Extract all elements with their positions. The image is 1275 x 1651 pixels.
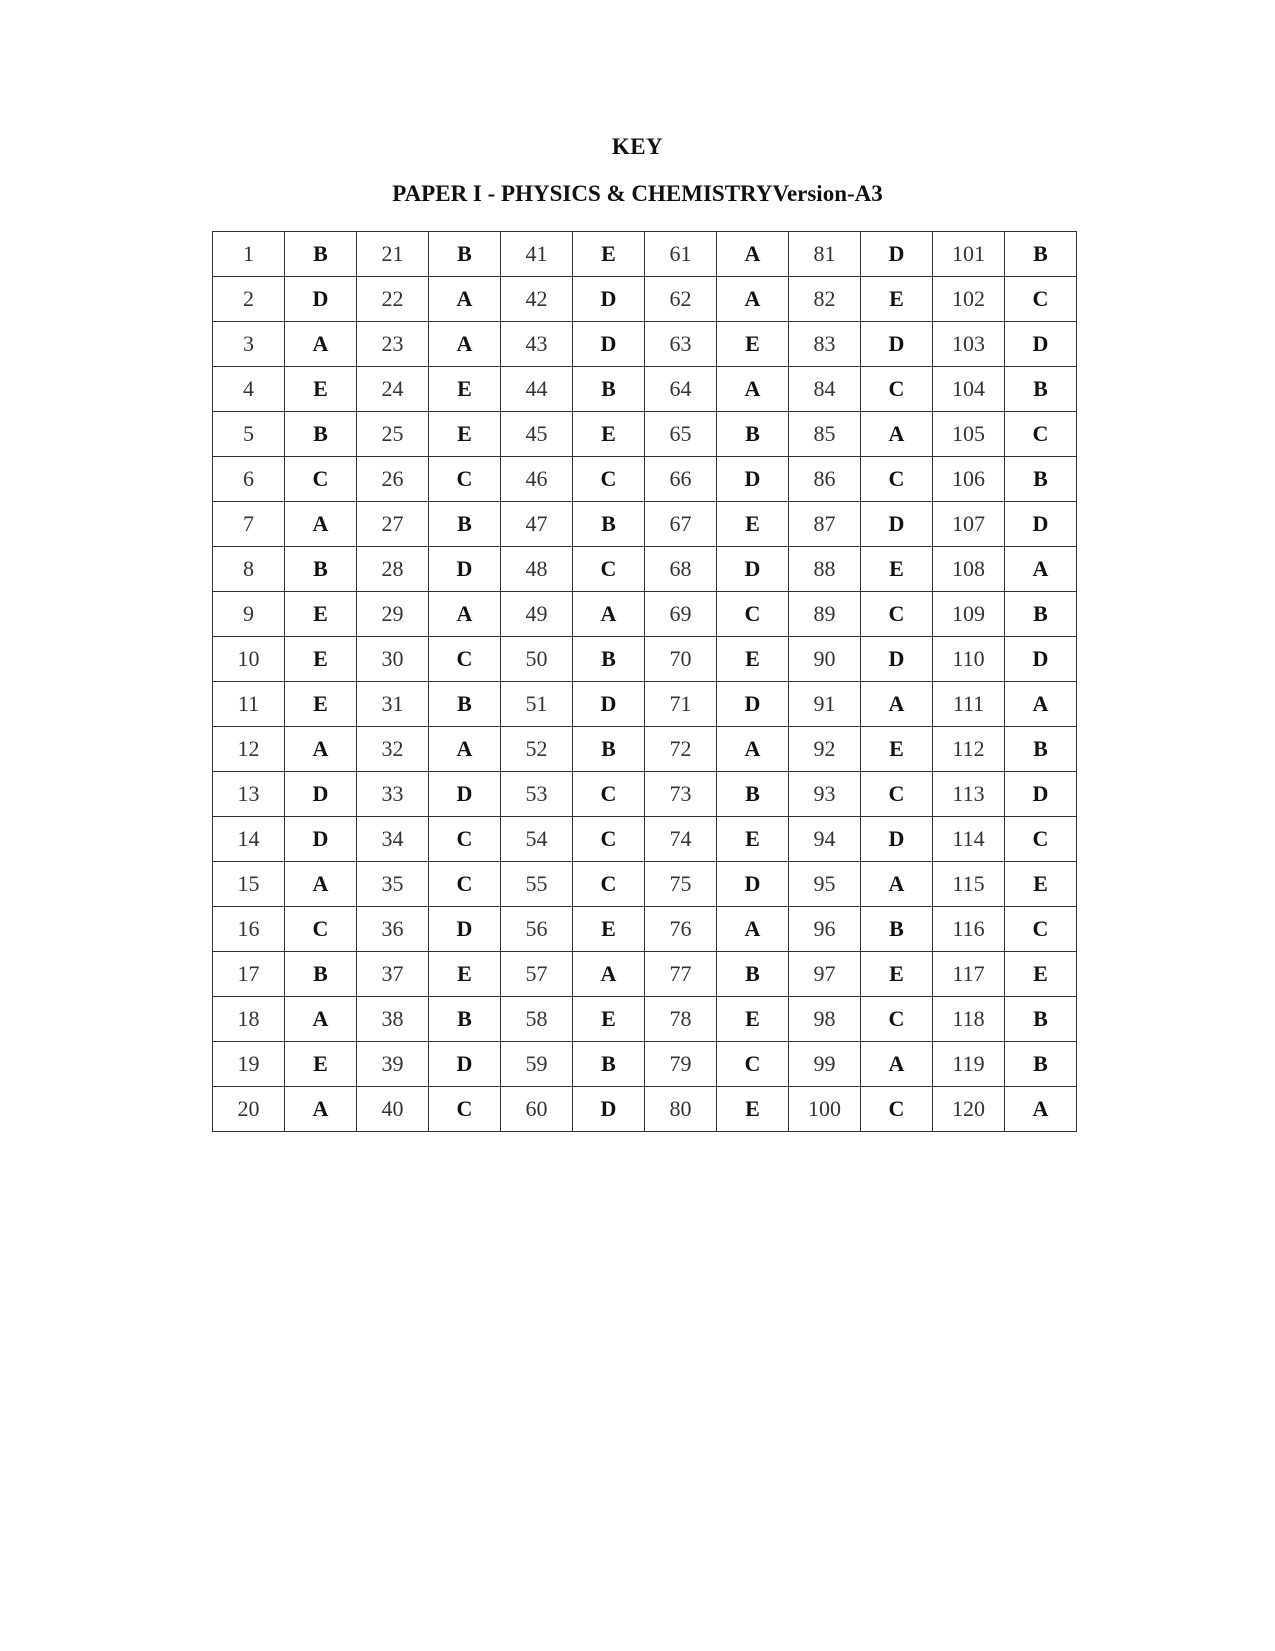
answer-letter: C: [861, 367, 933, 412]
question-number: 68: [645, 547, 717, 592]
answer-letter: B: [717, 952, 789, 997]
answer-letter: E: [1005, 862, 1077, 907]
question-number: 63: [645, 322, 717, 367]
answer-letter: E: [573, 997, 645, 1042]
question-number: 89: [789, 592, 861, 637]
question-number: 119: [933, 1042, 1005, 1087]
answer-letter: C: [573, 772, 645, 817]
question-number: 116: [933, 907, 1005, 952]
answer-letter: A: [1005, 547, 1077, 592]
question-number: 106: [933, 457, 1005, 502]
question-number: 20: [213, 1087, 285, 1132]
answer-letter: A: [573, 592, 645, 637]
question-number: 45: [501, 412, 573, 457]
answer-letter: D: [573, 682, 645, 727]
answer-letter: E: [861, 547, 933, 592]
question-number: 50: [501, 637, 573, 682]
answer-letter: C: [285, 457, 357, 502]
question-number: 109: [933, 592, 1005, 637]
answer-letter: C: [1005, 412, 1077, 457]
answer-letter: C: [1005, 907, 1077, 952]
answer-letter: A: [285, 997, 357, 1042]
answer-letter: E: [717, 817, 789, 862]
answer-letter: D: [285, 817, 357, 862]
question-number: 8: [213, 547, 285, 592]
table-row: [213, 727, 1077, 772]
question-number: 105: [933, 412, 1005, 457]
question-number: 112: [933, 727, 1005, 772]
question-number: 94: [789, 817, 861, 862]
question-number: 57: [501, 952, 573, 997]
answer-letter: C: [861, 457, 933, 502]
question-number: 108: [933, 547, 1005, 592]
answer-letter: E: [285, 637, 357, 682]
question-number: 76: [645, 907, 717, 952]
question-number: 104: [933, 367, 1005, 412]
question-number: 72: [645, 727, 717, 772]
question-number: 53: [501, 772, 573, 817]
question-number: 52: [501, 727, 573, 772]
question-number: 77: [645, 952, 717, 997]
table-row: [213, 817, 1077, 862]
answer-letter: B: [285, 952, 357, 997]
question-number: 86: [789, 457, 861, 502]
answer-letter: C: [861, 592, 933, 637]
answer-letter: B: [573, 727, 645, 772]
answer-letter: C: [573, 547, 645, 592]
question-number: 18: [213, 997, 285, 1042]
answer-letter: A: [717, 907, 789, 952]
question-number: 43: [501, 322, 573, 367]
question-number: 19: [213, 1042, 285, 1087]
answer-letter: E: [429, 952, 501, 997]
table-row: [213, 952, 1077, 997]
question-number: 37: [357, 952, 429, 997]
answer-letter: D: [1005, 637, 1077, 682]
question-number: 107: [933, 502, 1005, 547]
answer-letter: D: [861, 637, 933, 682]
question-number: 49: [501, 592, 573, 637]
answer-letter: C: [573, 862, 645, 907]
question-number: 83: [789, 322, 861, 367]
question-number: 73: [645, 772, 717, 817]
question-number: 27: [357, 502, 429, 547]
answer-letter: E: [717, 322, 789, 367]
question-number: 5: [213, 412, 285, 457]
answer-letter: C: [573, 817, 645, 862]
question-number: 69: [645, 592, 717, 637]
question-number: 75: [645, 862, 717, 907]
question-number: 10: [213, 637, 285, 682]
answer-letter: E: [717, 997, 789, 1042]
answer-letter: D: [861, 502, 933, 547]
answer-letter: A: [717, 727, 789, 772]
answer-letter: B: [861, 907, 933, 952]
answer-letter: B: [429, 997, 501, 1042]
question-number: 11: [213, 682, 285, 727]
question-number: 92: [789, 727, 861, 772]
answer-letter: D: [1005, 322, 1077, 367]
answer-letter: E: [861, 277, 933, 322]
table-row: [213, 862, 1077, 907]
answer-letter: A: [573, 952, 645, 997]
question-number: 99: [789, 1042, 861, 1087]
question-number: 115: [933, 862, 1005, 907]
answer-letter: D: [861, 322, 933, 367]
question-number: 82: [789, 277, 861, 322]
question-number: 79: [645, 1042, 717, 1087]
answer-letter: E: [285, 1042, 357, 1087]
answer-letter: E: [717, 502, 789, 547]
question-number: 30: [357, 637, 429, 682]
question-number: 36: [357, 907, 429, 952]
answer-letter: D: [861, 817, 933, 862]
question-number: 110: [933, 637, 1005, 682]
answer-letter: B: [717, 772, 789, 817]
question-number: 23: [357, 322, 429, 367]
question-number: 103: [933, 322, 1005, 367]
question-number: 81: [789, 232, 861, 277]
question-number: 62: [645, 277, 717, 322]
question-number: 24: [357, 367, 429, 412]
question-number: 2: [213, 277, 285, 322]
answer-letter: C: [429, 637, 501, 682]
answer-letter: B: [285, 547, 357, 592]
answer-letter: C: [285, 907, 357, 952]
question-number: 35: [357, 862, 429, 907]
question-number: 117: [933, 952, 1005, 997]
question-number: 46: [501, 457, 573, 502]
answer-letter: D: [1005, 772, 1077, 817]
answer-letter: D: [717, 547, 789, 592]
table-row: [213, 277, 1077, 322]
answer-letter: C: [861, 772, 933, 817]
question-number: 85: [789, 412, 861, 457]
question-number: 90: [789, 637, 861, 682]
answer-letter: A: [717, 367, 789, 412]
question-number: 48: [501, 547, 573, 592]
answer-letter: D: [573, 1087, 645, 1132]
answer-letter: B: [285, 412, 357, 457]
answer-letter: B: [573, 367, 645, 412]
question-number: 16: [213, 907, 285, 952]
answer-letter: D: [285, 277, 357, 322]
table-row: [213, 997, 1077, 1042]
answer-letter: D: [861, 232, 933, 277]
answer-letter: E: [429, 412, 501, 457]
answer-letter: A: [1005, 682, 1077, 727]
question-number: 64: [645, 367, 717, 412]
table-row: [213, 1087, 1077, 1132]
answer-letter: E: [429, 367, 501, 412]
answer-letter: E: [573, 412, 645, 457]
question-number: 97: [789, 952, 861, 997]
answer-letter: C: [429, 862, 501, 907]
question-number: 41: [501, 232, 573, 277]
question-number: 59: [501, 1042, 573, 1087]
answer-letter: A: [429, 322, 501, 367]
answer-key-table: [212, 231, 1077, 1132]
answer-letter: A: [861, 1042, 933, 1087]
answer-letter: D: [1005, 502, 1077, 547]
question-number: 32: [357, 727, 429, 772]
answer-letter: A: [861, 862, 933, 907]
answer-letter: A: [429, 727, 501, 772]
question-number: 21: [357, 232, 429, 277]
question-number: 93: [789, 772, 861, 817]
table-row: [213, 547, 1077, 592]
answer-letter: B: [1005, 727, 1077, 772]
answer-letter: D: [429, 907, 501, 952]
question-number: 91: [789, 682, 861, 727]
question-number: 71: [645, 682, 717, 727]
question-number: 87: [789, 502, 861, 547]
question-number: 65: [645, 412, 717, 457]
answer-letter: B: [573, 502, 645, 547]
question-number: 98: [789, 997, 861, 1042]
question-number: 38: [357, 997, 429, 1042]
answer-letter: A: [429, 592, 501, 637]
question-number: 74: [645, 817, 717, 862]
question-number: 39: [357, 1042, 429, 1087]
question-number: 66: [645, 457, 717, 502]
table-row: [213, 412, 1077, 457]
table-row: [213, 682, 1077, 727]
answer-letter: E: [861, 952, 933, 997]
answer-letter: D: [717, 682, 789, 727]
question-number: 54: [501, 817, 573, 862]
key-title: KEY: [611, 134, 664, 159]
answer-letter: C: [429, 457, 501, 502]
answer-letter: E: [1005, 952, 1077, 997]
question-number: 95: [789, 862, 861, 907]
answer-letter: A: [285, 322, 357, 367]
question-number: 34: [357, 817, 429, 862]
question-number: 96: [789, 907, 861, 952]
question-number: 70: [645, 637, 717, 682]
answer-letter: D: [573, 322, 645, 367]
answer-letter: E: [285, 682, 357, 727]
answer-letter: A: [861, 682, 933, 727]
answer-letter: B: [285, 232, 357, 277]
table-row: [213, 502, 1077, 547]
question-number: 56: [501, 907, 573, 952]
question-number: 60: [501, 1087, 573, 1132]
answer-letter: B: [429, 682, 501, 727]
question-number: 40: [357, 1087, 429, 1132]
question-number: 78: [645, 997, 717, 1042]
answer-letter: B: [429, 232, 501, 277]
answer-letter: B: [1005, 592, 1077, 637]
answer-letter: B: [1005, 367, 1077, 412]
answer-letter: E: [573, 232, 645, 277]
table-row: [213, 232, 1077, 277]
question-number: 51: [501, 682, 573, 727]
question-number: 84: [789, 367, 861, 412]
answer-letter: E: [717, 1087, 789, 1132]
question-number: 118: [933, 997, 1005, 1042]
answer-letter: C: [861, 997, 933, 1042]
table-row: [213, 907, 1077, 952]
answer-letter: A: [861, 412, 933, 457]
question-number: 14: [213, 817, 285, 862]
answer-letter: C: [1005, 277, 1077, 322]
table-row: [213, 637, 1077, 682]
answer-letter: D: [717, 457, 789, 502]
answer-letter: A: [717, 277, 789, 322]
answer-letter: D: [429, 547, 501, 592]
question-number: 28: [357, 547, 429, 592]
answer-letter: D: [573, 277, 645, 322]
answer-letter: A: [285, 502, 357, 547]
table-row: [213, 592, 1077, 637]
question-number: 58: [501, 997, 573, 1042]
answer-letter: C: [429, 817, 501, 862]
answer-letter: A: [285, 727, 357, 772]
question-number: 101: [933, 232, 1005, 277]
question-number: 31: [357, 682, 429, 727]
question-number: 6: [213, 457, 285, 502]
question-number: 47: [501, 502, 573, 547]
answer-letter: A: [429, 277, 501, 322]
answer-letter: B: [717, 412, 789, 457]
answer-letter: D: [429, 1042, 501, 1087]
answer-letter: E: [285, 367, 357, 412]
question-number: 3: [213, 322, 285, 367]
question-number: 25: [357, 412, 429, 457]
question-number: 26: [357, 457, 429, 502]
answer-letter: B: [1005, 232, 1077, 277]
question-number: 4: [213, 367, 285, 412]
answer-letter: C: [717, 1042, 789, 1087]
answer-letter: C: [573, 457, 645, 502]
answer-letter: D: [285, 772, 357, 817]
answer-letter: E: [573, 907, 645, 952]
question-number: 13: [213, 772, 285, 817]
question-number: 9: [213, 592, 285, 637]
answer-letter: C: [861, 1087, 933, 1132]
question-number: 100: [789, 1087, 861, 1132]
question-number: 44: [501, 367, 573, 412]
answer-letter: A: [1005, 1087, 1077, 1132]
table-row: [213, 367, 1077, 412]
answer-letter: B: [1005, 1042, 1077, 1087]
answer-letter: E: [285, 592, 357, 637]
question-number: 102: [933, 277, 1005, 322]
question-number: 120: [933, 1087, 1005, 1132]
question-number: 1: [213, 232, 285, 277]
answer-letter: E: [861, 727, 933, 772]
answer-letter: C: [717, 592, 789, 637]
table-row: [213, 322, 1077, 367]
answer-letter: A: [285, 862, 357, 907]
answer-letter: D: [717, 862, 789, 907]
answer-letter: E: [717, 637, 789, 682]
answer-letter: B: [429, 502, 501, 547]
paper-title: PAPER I - PHYSICS & CHEMISTRYVersion-A3: [392, 181, 883, 206]
table-row: [213, 457, 1077, 502]
answer-letter: A: [285, 1087, 357, 1132]
question-number: 29: [357, 592, 429, 637]
question-number: 113: [933, 772, 1005, 817]
question-number: 55: [501, 862, 573, 907]
answer-letter: B: [573, 637, 645, 682]
question-number: 114: [933, 817, 1005, 862]
answer-letter: B: [1005, 997, 1077, 1042]
table-row: [213, 1042, 1077, 1087]
question-number: 17: [213, 952, 285, 997]
question-number: 67: [645, 502, 717, 547]
question-number: 22: [357, 277, 429, 322]
answer-letter: B: [1005, 457, 1077, 502]
question-number: 12: [213, 727, 285, 772]
answer-letter: C: [1005, 817, 1077, 862]
question-number: 15: [213, 862, 285, 907]
question-number: 111: [933, 682, 1005, 727]
table-row: [213, 772, 1077, 817]
answer-letter: C: [429, 1087, 501, 1132]
answer-letter: A: [717, 232, 789, 277]
answer-letter: D: [429, 772, 501, 817]
question-number: 33: [357, 772, 429, 817]
question-number: 61: [645, 232, 717, 277]
question-number: 80: [645, 1087, 717, 1132]
answer-letter: B: [573, 1042, 645, 1087]
question-number: 88: [789, 547, 861, 592]
question-number: 42: [501, 277, 573, 322]
question-number: 7: [213, 502, 285, 547]
answer-key-body: [213, 232, 1077, 1132]
